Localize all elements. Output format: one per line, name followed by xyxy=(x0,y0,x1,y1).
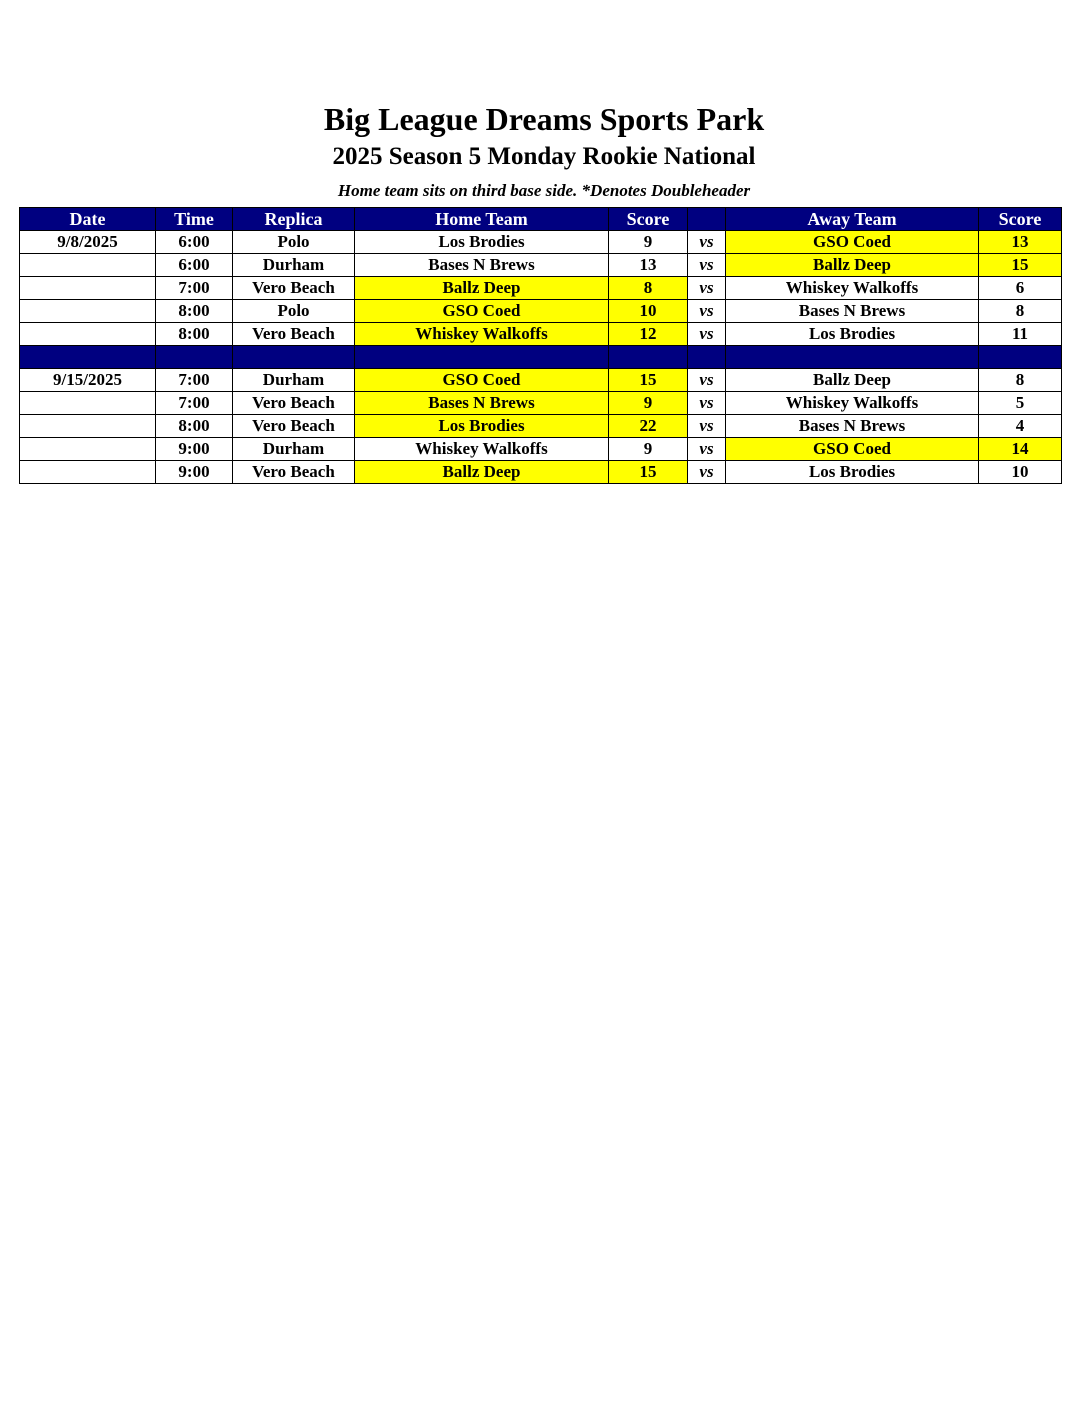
schedule-table xyxy=(19,207,1062,484)
cell-replica: Vero Beach xyxy=(233,277,355,300)
column-header-date: Date xyxy=(20,208,156,231)
cell-away-score: 15 xyxy=(979,254,1062,277)
cell-replica: Polo xyxy=(233,300,355,323)
cell-home-team: GSO Coed xyxy=(355,369,609,392)
separator-cell xyxy=(355,346,609,369)
cell-date: 9/15/2025 xyxy=(20,369,156,392)
cell-away-score: 11 xyxy=(979,323,1062,346)
column-header-home-team: Home Team xyxy=(355,208,609,231)
cell-away-team: GSO Coed xyxy=(726,438,979,461)
separator-cell xyxy=(156,346,233,369)
separator-cell xyxy=(726,346,979,369)
cell-away-score: 5 xyxy=(979,392,1062,415)
cell-replica: Durham xyxy=(233,438,355,461)
cell-replica: Polo xyxy=(233,231,355,254)
table-row xyxy=(20,231,1062,254)
cell-away-score: 10 xyxy=(979,461,1062,484)
cell-home-team: Los Brodies xyxy=(355,231,609,254)
cell-away-team: Ballz Deep xyxy=(726,254,979,277)
table-row xyxy=(20,323,1062,346)
cell-away-team: Ballz Deep xyxy=(726,369,979,392)
cell-home-team: Whiskey Walkoffs xyxy=(355,438,609,461)
cell-vs: vs xyxy=(688,323,726,346)
cell-away-team: Whiskey Walkoffs xyxy=(726,392,979,415)
cell-home-score: 15 xyxy=(609,461,688,484)
cell-vs: vs xyxy=(688,277,726,300)
cell-date xyxy=(20,254,156,277)
cell-vs: vs xyxy=(688,415,726,438)
separator-cell xyxy=(20,346,156,369)
cell-away-team: Los Brodies xyxy=(726,461,979,484)
column-header-replica: Replica xyxy=(233,208,355,231)
cell-vs: vs xyxy=(688,461,726,484)
cell-home-score: 9 xyxy=(609,438,688,461)
cell-home-score: 15 xyxy=(609,369,688,392)
table-row xyxy=(20,254,1062,277)
separator-cell xyxy=(979,346,1062,369)
cell-replica: Vero Beach xyxy=(233,415,355,438)
schedule-body xyxy=(20,231,1062,484)
page-note: Home team sits on third base side. *Denotes Doubleheader xyxy=(337,181,751,200)
cell-date xyxy=(20,461,156,484)
column-header-away-team: Away Team xyxy=(726,208,979,231)
table-row xyxy=(20,415,1062,438)
cell-vs: vs xyxy=(688,231,726,254)
cell-date xyxy=(20,438,156,461)
cell-date: 9/8/2025 xyxy=(20,231,156,254)
table-row xyxy=(20,461,1062,484)
cell-away-score: 4 xyxy=(979,415,1062,438)
cell-home-team: Ballz Deep xyxy=(355,277,609,300)
cell-time: 8:00 xyxy=(156,415,233,438)
cell-away-team: Bases N Brews xyxy=(726,415,979,438)
cell-home-score: 8 xyxy=(609,277,688,300)
cell-time: 7:00 xyxy=(156,277,233,300)
cell-time: 9:00 xyxy=(156,461,233,484)
cell-home-team: Bases N Brews xyxy=(355,254,609,277)
cell-home-team: Ballz Deep xyxy=(355,461,609,484)
cell-away-score: 8 xyxy=(979,300,1062,323)
cell-date xyxy=(20,323,156,346)
table-row xyxy=(20,392,1062,415)
cell-time: 9:00 xyxy=(156,438,233,461)
table-row xyxy=(20,438,1062,461)
cell-replica: Durham xyxy=(233,369,355,392)
cell-date xyxy=(20,392,156,415)
cell-time: 6:00 xyxy=(156,254,233,277)
cell-away-score: 14 xyxy=(979,438,1062,461)
cell-home-team: GSO Coed xyxy=(355,300,609,323)
week-separator-row xyxy=(20,346,1062,369)
cell-vs: vs xyxy=(688,392,726,415)
cell-time: 6:00 xyxy=(156,231,233,254)
cell-replica: Vero Beach xyxy=(233,392,355,415)
table-row xyxy=(20,300,1062,323)
separator-cell xyxy=(233,346,355,369)
cell-date xyxy=(20,277,156,300)
cell-away-score: 6 xyxy=(979,277,1062,300)
table-row xyxy=(20,277,1062,300)
cell-replica: Vero Beach xyxy=(233,461,355,484)
page-subtitle: 2025 Season 5 Monday Rookie National xyxy=(332,143,756,170)
cell-home-score: 9 xyxy=(609,392,688,415)
cell-replica: Durham xyxy=(233,254,355,277)
cell-home-score: 9 xyxy=(609,231,688,254)
cell-time: 8:00 xyxy=(156,323,233,346)
cell-vs: vs xyxy=(688,438,726,461)
column-header-time: Time xyxy=(156,208,233,231)
column-header-away-score: Score xyxy=(979,208,1062,231)
cell-away-team: Whiskey Walkoffs xyxy=(726,277,979,300)
cell-home-score: 22 xyxy=(609,415,688,438)
table-header-row xyxy=(20,208,1062,231)
separator-cell xyxy=(609,346,688,369)
cell-home-score: 12 xyxy=(609,323,688,346)
cell-away-team: GSO Coed xyxy=(726,231,979,254)
page-title: Big League Dreams Sports Park xyxy=(323,101,765,137)
cell-away-team: Bases N Brews xyxy=(726,300,979,323)
cell-vs: vs xyxy=(688,254,726,277)
cell-home-team: Los Brodies xyxy=(355,415,609,438)
cell-away-score: 13 xyxy=(979,231,1062,254)
cell-home-team: Bases N Brews xyxy=(355,392,609,415)
cell-away-team: Los Brodies xyxy=(726,323,979,346)
cell-date xyxy=(20,415,156,438)
column-header-home-score: Score xyxy=(609,208,688,231)
cell-time: 7:00 xyxy=(156,369,233,392)
table-row xyxy=(20,369,1062,392)
cell-time: 7:00 xyxy=(156,392,233,415)
cell-home-team: Whiskey Walkoffs xyxy=(355,323,609,346)
cell-date xyxy=(20,300,156,323)
cell-home-score: 10 xyxy=(609,300,688,323)
cell-home-score: 13 xyxy=(609,254,688,277)
cell-away-score: 8 xyxy=(979,369,1062,392)
column-header-vs xyxy=(688,208,726,231)
cell-vs: vs xyxy=(688,300,726,323)
separator-cell xyxy=(688,346,726,369)
cell-replica: Vero Beach xyxy=(233,323,355,346)
cell-vs: vs xyxy=(688,369,726,392)
cell-time: 8:00 xyxy=(156,300,233,323)
